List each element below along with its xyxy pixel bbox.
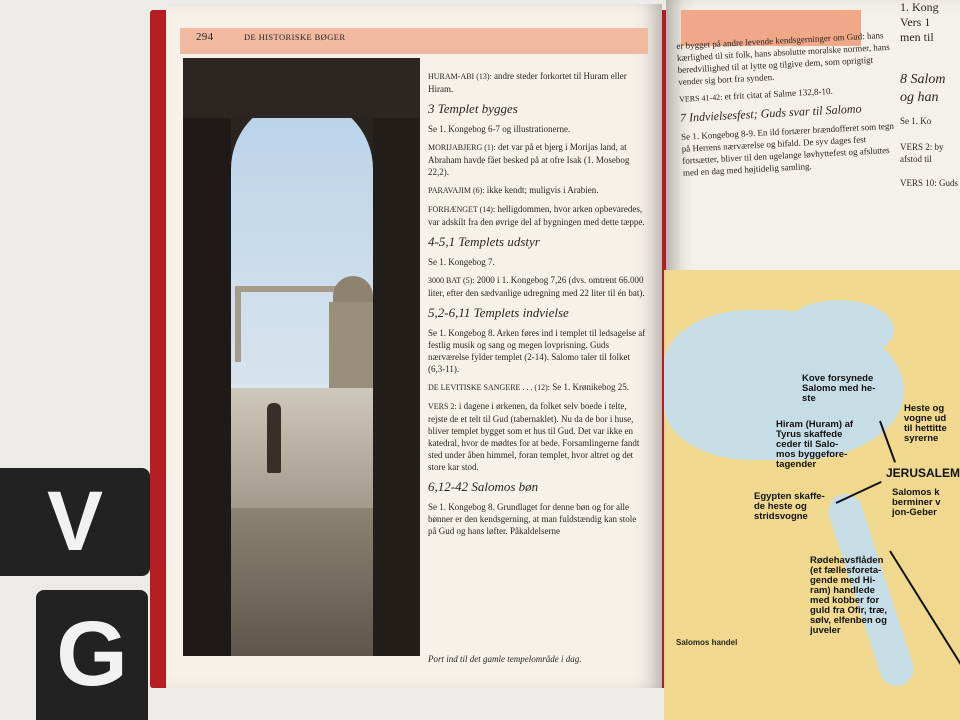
side-vers10: VERS 10: Guds [900, 178, 959, 188]
side-line-2: Vers 1 [900, 15, 931, 29]
photo-building [329, 302, 373, 392]
left_page-paragraph-text: Se 1. Kongebog 7. [428, 257, 495, 267]
left_page-verse-label: FORHÆNGET (14): [428, 205, 496, 214]
left_page-verse-label: HURAM-ABI (13): [428, 72, 492, 81]
left_page-heading: 6,12-42 Salomos bøn [428, 479, 539, 494]
map-title: Salomos handel [676, 638, 738, 647]
left_page-paragraph [428, 381, 646, 394]
left_page-verse-label: MORIJABJERG (1): [428, 143, 496, 152]
left_page-paragraph [428, 70, 646, 95]
left_page-heading: 3 Templet bygges [428, 101, 518, 116]
left_page-heading: 5,2-6,11 Templets indvielse [428, 305, 569, 320]
trade-map [664, 270, 960, 720]
left_page-paragraph [428, 256, 646, 268]
running-head: DE HISTORISKE BØGER [244, 32, 346, 42]
left_page-paragraph-text: 2000 i 1. Kongebog 7,26 (dvs. omtrent 66.000 liter, efter den sædvanlige udregning med 22 liter til én bat). [428, 275, 645, 298]
card-v-letter: V [46, 474, 104, 568]
side-line-3: men til [900, 30, 934, 44]
left_page-paragraph [428, 123, 646, 135]
side-se: Se 1. Ko [900, 116, 932, 126]
left_page-verse-label: VERS 2: [428, 402, 457, 411]
left_page-heading: 4-5,1 Templets udstyr [428, 234, 540, 249]
left_page-paragraph-text: Se 1. Kongebog 8. Arken føres ind i templet til ledsagelse af festlig musik og sang og megen lovprisning. Guds nærværelse fylder templet (2-14). Salomo taler til folket (6,3-11). [428, 328, 646, 374]
left_page-paragraph-text: i dagene i ørkenen, da folket selv boede i telte, rejste de et telt til Gud (tabernaklet). Nu da de bor i huse, bliver templet bygget som et hus til Gud. Det var ikke en katedral, hvor de mødtes for at bede. Forsamlingerne fandt sted under åben himmel, foran templet, hvor altret og det store kar stod. [428, 401, 640, 472]
map-black-sea [784, 300, 894, 360]
right_page-paragraph [681, 120, 897, 179]
right_page-heading: 7 Indvielsesfest; Guds svar til Salomo [679, 101, 862, 125]
left_page-paragraph [428, 184, 646, 197]
left_page-paragraph-text: Se 1. Kongebog 8. Grundlaget for denne bøn og for alle bønner er den kendsgerning, at man fuldstændig kan stole på Gud og hans løfter. Påkaldelserne [428, 502, 637, 536]
side-heading-1: 8 Salom [900, 72, 946, 87]
left_page-paragraph-text: andre steder forkortet til Huram eller Hiram. [428, 71, 627, 94]
map-label-hiram: Hiram (Huram) af Tyrus skaffede ceder til Salo- mos byggefore- tagender [776, 419, 854, 470]
left_page-paragraph-text: det var på et bjerg i Morijas land, at Abraham havde fået besked på at ofre Isak (1. Mosebog 22,2). [428, 142, 630, 177]
card-g-letter: G [56, 603, 128, 705]
right-text-column [676, 29, 897, 184]
map-label-egypten: Egypten skaffe- de heste og stridsvogne [754, 491, 825, 522]
map-label-jerusalem: JERUSALEM [886, 466, 960, 480]
left_page-paragraph [428, 141, 646, 178]
photo-figure [267, 403, 281, 473]
right_page-paragraph [676, 29, 892, 88]
photo-caption: Port ind til det gamle tempelområde i dag. [428, 654, 582, 664]
map-label-salomos: Salomos k berminer v jon-Geber [892, 487, 941, 518]
left_page-verse-label: DE LEVITISKE SANGERE . . . (12): [428, 383, 550, 392]
right_page-paragraph-text: et frit citat af Salme 132,8-10. [722, 85, 833, 102]
right_page-verse-label: VERS 41-42: [678, 92, 723, 104]
left_page-paragraph-text: ikke kendt; muligvis i Arabien. [484, 185, 599, 195]
right_page-paragraph-text: er bygget på andre levende kendsgerninger om Gud: hans kærlighed til sit folk, hans absolutte moralske normer, hans beredvillighed til at lytte og tilgive dem, som oprigtigt vender sig bort fra synden. [676, 30, 891, 87]
card-v [0, 468, 150, 576]
side-line-1: 1. Kong [900, 0, 939, 14]
photo-pillar-right [373, 58, 420, 656]
left_page-paragraph [428, 400, 646, 473]
left-text-column [428, 70, 646, 543]
left_page-paragraph [428, 274, 646, 299]
page-number: 294 [196, 31, 214, 43]
left_page-paragraph [428, 203, 646, 228]
left_page-paragraph-text: helligdommen, hvor arken opbevaredes, var adskilt fra den øvrige del af bygningen med dette tæppe. [428, 204, 645, 227]
right-edge-text [900, 0, 960, 189]
map-label-kove: Kove forsynede Salomo med he- ste [802, 373, 876, 404]
photo-arch-top [183, 58, 420, 118]
right_page-paragraph-text: Se 1. Kongebog 8-9. En ild fortærer brændofferet som tegn på Herrens nærværelse og bifald. De syv dages fest fortsætter, bliver til den ugelange løvhyttefest og afsluttes med en dag med højtidelig samling. [680, 120, 895, 178]
side-heading-2: og han [900, 90, 939, 105]
temple-gate-photo [183, 58, 420, 656]
card-g [36, 590, 148, 720]
left_page-paragraph-text: Se 1. Krønikebog 25. [549, 382, 629, 392]
photo-pillar-left [183, 58, 231, 656]
left_page-verse-label: 3000 BAT (5): [428, 276, 475, 285]
left_page-verse-label: PARAVAJIM (6): [428, 186, 485, 195]
left_page-paragraph-text: Se 1. Kongebog 6-7 og illustrationerne. [428, 124, 571, 134]
map-label-heste: Heste og vogne ud til hettitte syrerne [904, 403, 947, 444]
map-label-roede: Rødehavsflåden (et fællesforeta- gende med Hi- ram) handlede med kobber for guld fra Ofir, træ, sølv, elfenben og juveler [810, 555, 888, 636]
left_page-paragraph [428, 327, 646, 375]
left_page-paragraph [428, 501, 646, 537]
side-vers2b: afstod til [900, 154, 932, 164]
photo-plaza [231, 388, 373, 508]
side-vers2a: VERS 2: by [900, 142, 944, 152]
